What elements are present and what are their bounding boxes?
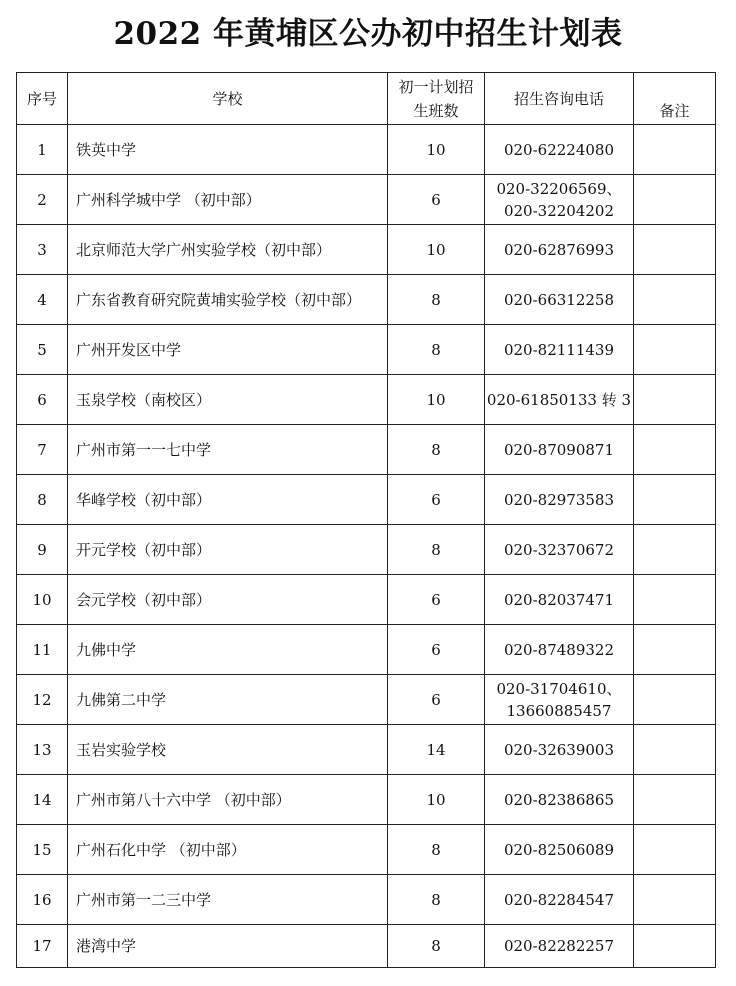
header-index: 序号	[17, 73, 68, 125]
table-row	[17, 325, 716, 375]
table-row	[17, 175, 716, 225]
row-school: 玉泉学校（南校区）	[68, 375, 388, 425]
row-classes: 10	[388, 225, 485, 275]
row-classes: 8	[388, 425, 485, 475]
header-classes: 初一计划招生班数	[388, 73, 485, 125]
row-note	[634, 325, 716, 375]
row-note	[634, 425, 716, 475]
row-classes: 10	[388, 775, 485, 825]
row-classes: 8	[388, 925, 485, 968]
row-classes: 6	[388, 475, 485, 525]
row-index: 13	[17, 725, 68, 775]
row-phone: 020-32639003	[485, 725, 634, 775]
row-note	[634, 625, 716, 675]
row-phone: 020-82284547	[485, 875, 634, 925]
row-phone: 020-32370672	[485, 525, 634, 575]
row-note	[634, 775, 716, 825]
table-row	[17, 625, 716, 675]
row-school: 开元学校（初中部）	[68, 525, 388, 575]
row-school: 广州科学城中学 （初中部）	[68, 175, 388, 225]
table-row	[17, 775, 716, 825]
row-classes: 6	[388, 175, 485, 225]
row-school: 广东省教育研究院黄埔实验学校（初中部）	[68, 275, 388, 325]
table-row	[17, 725, 716, 775]
row-phone: 020-82111439	[485, 325, 634, 375]
row-phone: 020-82386865	[485, 775, 634, 825]
row-school: 广州开发区中学	[68, 325, 388, 375]
row-phone: 020-31704610、13660885457	[485, 675, 634, 725]
row-school: 广州市第八十六中学 （初中部）	[68, 775, 388, 825]
row-phone: 020-82973583	[485, 475, 634, 525]
table-row	[17, 925, 716, 968]
row-index: 10	[17, 575, 68, 625]
table-row	[17, 375, 716, 425]
header-phone: 招生咨询电话	[485, 73, 634, 125]
row-classes: 8	[388, 875, 485, 925]
row-school: 广州市第一二三中学	[68, 875, 388, 925]
page-title: 2022 年黄埔区公办初中招生计划表	[113, 16, 623, 52]
row-index: 9	[17, 525, 68, 575]
row-classes: 8	[388, 325, 485, 375]
row-classes: 6	[388, 575, 485, 625]
row-note	[634, 275, 716, 325]
row-index: 1	[17, 125, 68, 175]
table-row	[17, 825, 716, 875]
row-phone: 020-82506089	[485, 825, 634, 875]
row-index: 16	[17, 875, 68, 925]
row-phone: 020-82037471	[485, 575, 634, 625]
table-row	[17, 875, 716, 925]
row-note	[634, 125, 716, 175]
row-classes: 8	[388, 825, 485, 875]
row-school: 广州石化中学 （初中部）	[68, 825, 388, 875]
row-note	[634, 475, 716, 525]
row-phone: 020-61850133 转 3	[485, 375, 634, 425]
row-classes: 14	[388, 725, 485, 775]
row-phone: 020-32206569、020-32204202	[485, 175, 634, 225]
row-index: 5	[17, 325, 68, 375]
table-row	[17, 525, 716, 575]
row-note	[634, 575, 716, 625]
row-classes: 6	[388, 625, 485, 675]
row-index: 2	[17, 175, 68, 225]
row-index: 8	[17, 475, 68, 525]
row-note	[634, 675, 716, 725]
row-phone: 020-87090871	[485, 425, 634, 475]
row-phone: 020-62876993	[485, 225, 634, 275]
row-classes: 8	[388, 525, 485, 575]
row-index: 4	[17, 275, 68, 325]
row-phone: 020-66312258	[485, 275, 634, 325]
table-row	[17, 475, 716, 525]
row-school: 会元学校（初中部）	[68, 575, 388, 625]
row-classes: 6	[388, 675, 485, 725]
table-row	[17, 425, 716, 475]
header-note: 备注	[634, 73, 716, 125]
row-index: 7	[17, 425, 68, 475]
enrollment-table	[16, 72, 716, 968]
row-note	[634, 225, 716, 275]
row-note	[634, 925, 716, 968]
row-note	[634, 725, 716, 775]
table-row	[17, 675, 716, 725]
row-index: 3	[17, 225, 68, 275]
row-school: 九佛中学	[68, 625, 388, 675]
row-index: 17	[17, 925, 68, 968]
table-header-row	[17, 73, 716, 125]
row-school: 铁英中学	[68, 125, 388, 175]
row-index: 12	[17, 675, 68, 725]
row-school: 北京师范大学广州实验学校（初中部）	[68, 225, 388, 275]
row-note	[634, 525, 716, 575]
row-classes: 8	[388, 275, 485, 325]
row-note	[634, 175, 716, 225]
row-school: 九佛第二中学	[68, 675, 388, 725]
row-school: 玉岩实验学校	[68, 725, 388, 775]
table-row	[17, 575, 716, 625]
table-row	[17, 125, 716, 175]
row-school: 华峰学校（初中部）	[68, 475, 388, 525]
row-note	[634, 875, 716, 925]
row-index: 6	[17, 375, 68, 425]
row-phone: 020-87489322	[485, 625, 634, 675]
row-index: 15	[17, 825, 68, 875]
row-phone: 020-82282257	[485, 925, 634, 968]
row-note	[634, 825, 716, 875]
row-school: 广州市第一一七中学	[68, 425, 388, 475]
row-school: 港湾中学	[68, 925, 388, 968]
table-row	[17, 275, 716, 325]
row-note	[634, 375, 716, 425]
row-index: 14	[17, 775, 68, 825]
table-row	[17, 225, 716, 275]
row-classes: 10	[388, 125, 485, 175]
header-school: 学校	[68, 73, 388, 125]
row-phone: 020-62224080	[485, 125, 634, 175]
row-classes: 10	[388, 375, 485, 425]
row-index: 11	[17, 625, 68, 675]
